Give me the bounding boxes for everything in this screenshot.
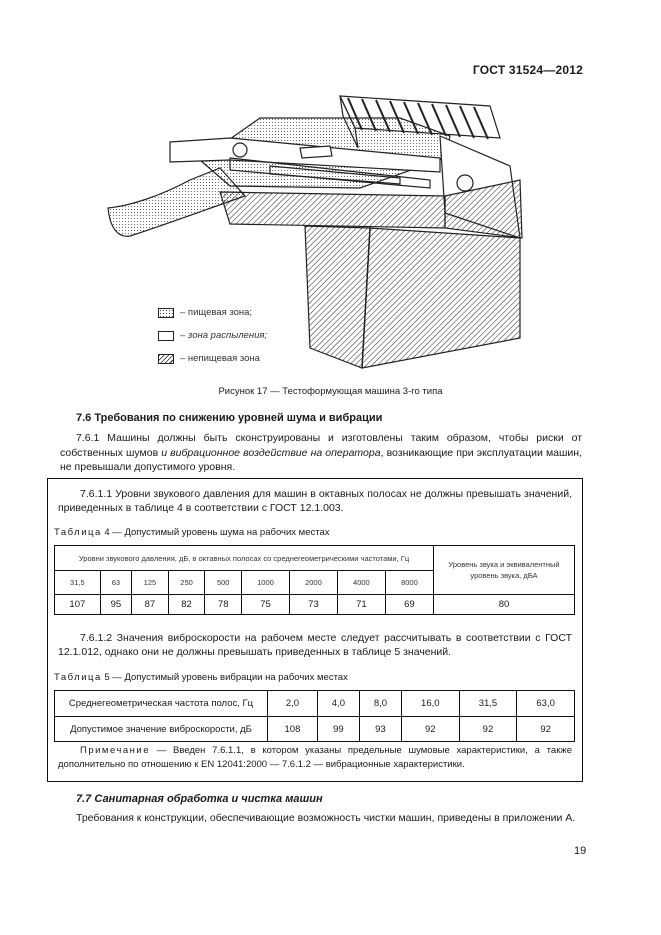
table5-value-row: Допустимое значение виброскорости, дБ 108 99 93 92 92 92 <box>55 717 575 742</box>
table4-total-header: Уровень звука и эквивалентный уровень звука, дБА <box>434 546 575 595</box>
paragraph-7-6-1-2: 7.6.1.2 Значения виброскорости на рабочем месте следует рассчитывать в соответствии с ГОСТ 12.1.012, однако они не должны превышать приведенных в таблице 5 значений. <box>58 632 572 658</box>
legend-food-zone: – пищевая зона; <box>158 307 252 318</box>
empty-swatch-icon <box>158 331 174 341</box>
table4-group-header: Уровни звукового давления, дБ, в октавных полосах со среднегеометрическими частотами, Гц <box>55 546 434 571</box>
table4-caption: Таблица 4 — Допустимый уровень шума на рабочих местах <box>54 527 330 538</box>
standard-number: ГОСТ 31524—2012 <box>472 63 583 77</box>
table4-level-row: 107 95 87 82 78 75 73 71 69 80 <box>55 595 575 615</box>
dots-swatch-icon <box>158 308 174 318</box>
table5-caption: Таблица 5 — Допустимый уровень вибрации на рабочих местах <box>54 672 348 683</box>
hatch-swatch-icon <box>158 354 174 364</box>
paragraph-7-6-1: 7.6.1 Машины должны быть сконструированы и изготовлены таким образом, чтобы риски от собственных шумов и вибрационное воздействие на оператора, возникающие при эксплуатации машин, не превышали допустимого уровня. <box>60 432 583 473</box>
table5-frequency-row: Среднегеометрическая частота полос, Гц 2,0 4,0 8,0 16,0 31,5 63,0 <box>55 691 575 717</box>
paragraph-7-6-1-1: 7.6.1.1 Уровни звукового давления для машин в октавных полосах не должны превышать значений, приведенных в таблице 4 в соответствии с ГОСТ 12.1.003. <box>58 488 572 514</box>
section-heading-7-6: 7.6 Требования по снижению уровней шума и вибрации <box>76 412 383 424</box>
table4-frequency-row: 31,5 63 125 250 500 1000 2000 4000 8000 <box>55 571 575 595</box>
table-note: Примечание — Введен 7.6.1.1, в котором указаны предельные шумовые характеристики, а также дополнительно по отношению к EN 12041:2000 — 7.6.1.2 — вибрационные характеристики. <box>58 745 572 770</box>
section-heading-7-7: 7.7 Санитарная обработка и чистка машин <box>76 793 323 805</box>
legend-non-food-zone: – непищевая зона <box>158 353 260 364</box>
figure-caption: Рисунок 17 — Тестоформующая машина 3-го типа <box>218 386 443 397</box>
table-vibration-levels <box>54 690 575 742</box>
table-noise-levels <box>54 545 575 615</box>
machine-drawing <box>100 88 530 388</box>
page-number: 19 <box>574 845 587 857</box>
paragraph-7-7: Требования к конструкции, обеспечивающие возможность чистки машин, приведены в приложении А. <box>76 812 576 824</box>
legend-spray-zone: – зона распыления; <box>158 330 267 341</box>
boxed-requirements <box>47 478 583 782</box>
